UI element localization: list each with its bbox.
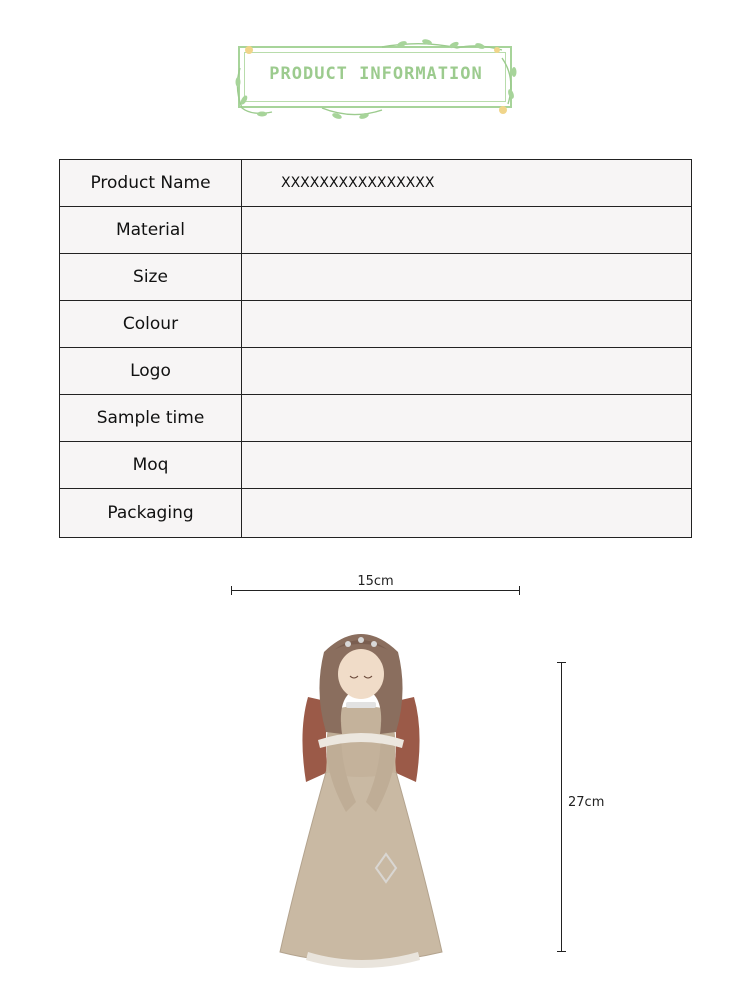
height-tick-top (557, 662, 566, 663)
product-information-banner (232, 38, 520, 122)
row-value (242, 301, 692, 348)
table-row (60, 301, 692, 348)
product-info-table (59, 159, 692, 538)
width-tick-left (231, 586, 232, 595)
row-value (242, 489, 692, 538)
table-row (60, 489, 692, 538)
width-dimension (230, 576, 521, 598)
table-row (60, 254, 692, 301)
row-label: Colour (60, 301, 242, 348)
table-row (60, 160, 692, 207)
row-value: XXXXXXXXXXXXXXXX (242, 160, 692, 207)
height-label: 27cm (568, 795, 605, 810)
row-label: Sample time (60, 395, 242, 442)
table-row (60, 395, 692, 442)
table-row (60, 207, 692, 254)
table-row (60, 442, 692, 489)
row-label: Packaging (60, 489, 242, 538)
row-label: Moq (60, 442, 242, 489)
row-label: Product Name (60, 160, 242, 207)
row-label: Material (60, 207, 242, 254)
row-value (242, 395, 692, 442)
height-tick-bottom (557, 951, 566, 952)
height-dimension (555, 662, 615, 952)
row-label: Size (60, 254, 242, 301)
table-row (60, 348, 692, 395)
width-tick-right (519, 586, 520, 595)
width-line (231, 590, 520, 591)
height-line (561, 662, 562, 952)
row-label: Logo (60, 348, 242, 395)
width-label: 15cm (357, 574, 394, 589)
row-value (242, 254, 692, 301)
doll-product-image (268, 622, 454, 978)
row-value (242, 348, 692, 395)
row-value (242, 442, 692, 489)
banner-title: PRODUCT INFORMATION (269, 64, 483, 84)
row-value (242, 207, 692, 254)
